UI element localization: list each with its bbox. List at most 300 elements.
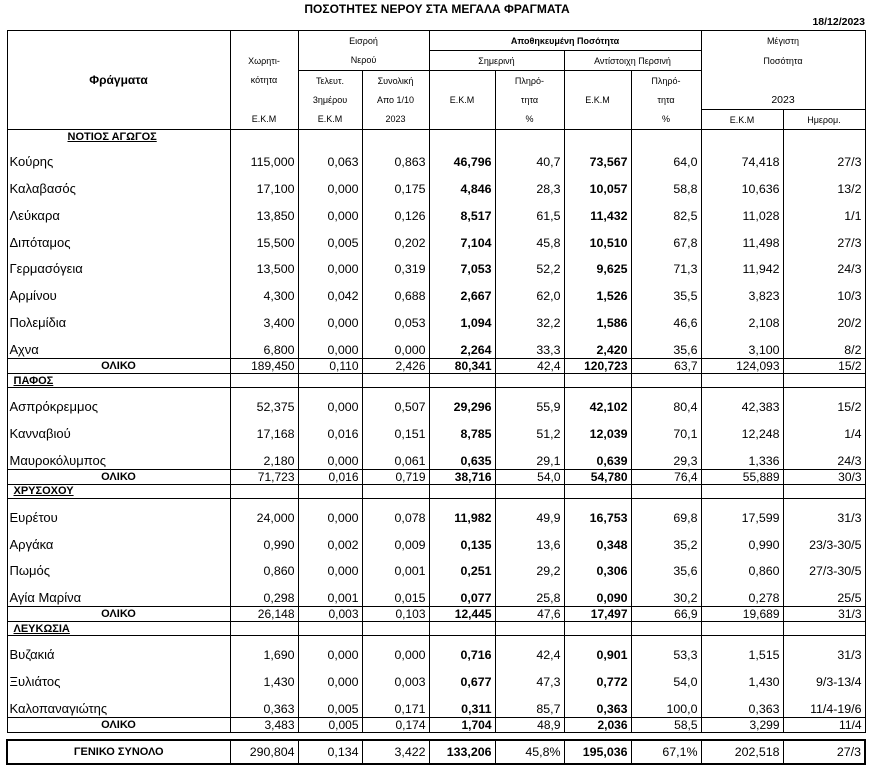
dam-today-pct: 33,3 xyxy=(495,331,564,358)
section-empty-cell xyxy=(564,484,631,498)
dam-today: 46,796 xyxy=(429,143,495,170)
dam-today-pct: 49,9 xyxy=(495,498,564,525)
dam-last-year-pct: 70,1 xyxy=(631,415,701,442)
header-unit-today: Ε.Κ.Μ xyxy=(429,90,495,110)
grand-last-year: 195,036 xyxy=(564,740,631,764)
header-max-2: Ποσότητα xyxy=(701,51,865,71)
dam-row xyxy=(7,170,865,197)
dam-capacity: 0,990 xyxy=(230,526,298,553)
section-empty-cell xyxy=(783,130,865,144)
dam-row xyxy=(7,526,865,553)
dam-inflow-total: 0,507 xyxy=(362,388,429,415)
dam-today-pct: 28,3 xyxy=(495,170,564,197)
header-blank xyxy=(7,31,230,51)
header-fill-today-1: Πληρό- xyxy=(495,71,564,91)
section-empty-cell xyxy=(631,374,701,388)
section-header xyxy=(7,130,865,144)
header-capacity-2: κότητα xyxy=(230,71,298,91)
dam-inflow-total: 0,171 xyxy=(362,690,429,717)
dam-max-date: 31/3 xyxy=(783,498,865,525)
header-today: Σημερινή xyxy=(429,51,564,71)
total-last-year-pct: 63,7 xyxy=(631,359,701,374)
dam-inflow-last: 0,000 xyxy=(298,498,362,525)
header-blank xyxy=(7,110,230,130)
dam-last-year: 0,639 xyxy=(564,442,631,469)
dam-today-pct: 47,3 xyxy=(495,663,564,690)
header-blank xyxy=(783,71,865,91)
grand-max-date: 27/3 xyxy=(783,740,865,764)
dam-last-year-pct: 53,3 xyxy=(631,636,701,663)
dam-row xyxy=(7,442,865,469)
dam-capacity: 13,500 xyxy=(230,251,298,278)
section-empty-cell xyxy=(631,484,701,498)
dam-today: 8,785 xyxy=(429,415,495,442)
dam-today: 0,077 xyxy=(429,579,495,606)
dam-last-year: 12,039 xyxy=(564,415,631,442)
dam-capacity: 15,500 xyxy=(230,224,298,251)
dam-max-date: 15/2 xyxy=(783,388,865,415)
dam-row xyxy=(7,197,865,224)
dam-today: 4,846 xyxy=(429,170,495,197)
dam-last-year-pct: 35,6 xyxy=(631,331,701,358)
dam-row xyxy=(7,224,865,251)
section-name: ΧΡΥΣΟΧΟΥ xyxy=(7,484,230,498)
dam-today-pct: 32,2 xyxy=(495,304,564,331)
total-inflow-total: 0,719 xyxy=(362,469,429,484)
dam-today-pct: 29,1 xyxy=(495,442,564,469)
dam-name: Κούρης xyxy=(7,143,230,170)
grand-inflow-total: 3,422 xyxy=(362,740,429,764)
dam-capacity: 17,168 xyxy=(230,415,298,442)
total-last-year: 54,780 xyxy=(564,469,631,484)
dam-table-body xyxy=(7,31,865,765)
dam-max-date: 10/3 xyxy=(783,277,865,304)
dam-last-year: 0,090 xyxy=(564,579,631,606)
dam-today: 7,053 xyxy=(429,251,495,278)
total-today-pct: 42,4 xyxy=(495,359,564,374)
dam-row xyxy=(7,304,865,331)
header-max-1: Μέγιστη xyxy=(701,31,865,51)
dam-name: Καλοπαναγιώτης xyxy=(7,690,230,717)
header-blank xyxy=(429,71,495,91)
dam-capacity: 4,300 xyxy=(230,277,298,304)
section-empty-cell xyxy=(298,622,362,636)
header-blank xyxy=(7,51,230,71)
dam-inflow-last: 0,016 xyxy=(298,415,362,442)
total-last-year-pct: 76,4 xyxy=(631,469,701,484)
dam-inflow-total: 0,175 xyxy=(362,170,429,197)
dam-today-pct: 29,2 xyxy=(495,553,564,580)
header-capacity-blank xyxy=(230,31,298,51)
total-capacity: 71,723 xyxy=(230,469,298,484)
dam-last-year: 16,753 xyxy=(564,498,631,525)
header-blank xyxy=(7,90,230,110)
section-empty-cell xyxy=(362,484,429,498)
dam-today: 2,667 xyxy=(429,277,495,304)
total-max: 19,689 xyxy=(701,607,783,622)
section-empty-cell xyxy=(298,374,362,388)
grand-capacity: 290,804 xyxy=(230,740,298,764)
total-today-pct: 47,6 xyxy=(495,607,564,622)
dam-max-date: 25/5 xyxy=(783,579,865,606)
dam-inflow-total: 0,319 xyxy=(362,251,429,278)
dam-today-pct: 45,8 xyxy=(495,224,564,251)
header-blank xyxy=(230,90,298,110)
dam-max-date: 9/3-13/4 xyxy=(783,663,865,690)
dam-row xyxy=(7,553,865,580)
dam-row xyxy=(7,498,865,525)
dam-today-pct: 85,7 xyxy=(495,690,564,717)
dam-last-year-pct: 100,0 xyxy=(631,690,701,717)
dam-max: 1,515 xyxy=(701,636,783,663)
total-max-date: 15/2 xyxy=(783,359,865,374)
dam-max: 1,430 xyxy=(701,663,783,690)
total-today: 1,704 xyxy=(429,718,495,733)
total-today: 38,716 xyxy=(429,469,495,484)
dam-max: 0,278 xyxy=(701,579,783,606)
dam-today-pct: 13,6 xyxy=(495,526,564,553)
header-date-label: Ημερομ. xyxy=(783,110,865,130)
dam-today: 0,716 xyxy=(429,636,495,663)
dam-inflow-total: 0,003 xyxy=(362,663,429,690)
dam-name: Αχνα xyxy=(7,331,230,358)
header-max-year: 2023 xyxy=(701,90,865,110)
total-inflow-total: 0,174 xyxy=(362,718,429,733)
section-empty-cell xyxy=(230,484,298,498)
dam-inflow-last: 0,000 xyxy=(298,663,362,690)
section-total-label: ΟΛΙΚΟ xyxy=(7,469,230,484)
dam-last-year: 10,510 xyxy=(564,224,631,251)
dam-capacity: 0,363 xyxy=(230,690,298,717)
dam-name: Γερμασόγεια xyxy=(7,251,230,278)
total-max: 3,299 xyxy=(701,718,783,733)
dam-today: 0,677 xyxy=(429,663,495,690)
header-inflow-2: Νερού xyxy=(298,51,429,71)
header-last-day-2: 3ημέρου xyxy=(298,90,362,110)
section-empty-cell xyxy=(701,484,783,498)
dam-last-year-pct: 80,4 xyxy=(631,388,701,415)
dam-last-year: 11,432 xyxy=(564,197,631,224)
dam-capacity: 1,690 xyxy=(230,636,298,663)
dam-max: 0,990 xyxy=(701,526,783,553)
dam-table xyxy=(6,30,866,765)
report-date: 18/12/2023 xyxy=(812,16,865,28)
dam-last-year-pct: 67,8 xyxy=(631,224,701,251)
section-empty-cell xyxy=(783,484,865,498)
dam-today-pct: 51,2 xyxy=(495,415,564,442)
total-max-date: 30/3 xyxy=(783,469,865,484)
dam-inflow-total: 0,009 xyxy=(362,526,429,553)
dam-inflow-total: 0,126 xyxy=(362,197,429,224)
dam-inflow-last: 0,042 xyxy=(298,277,362,304)
dam-name: Πωμός xyxy=(7,553,230,580)
dam-inflow-last: 0,005 xyxy=(298,224,362,251)
total-capacity: 3,483 xyxy=(230,718,298,733)
dam-capacity: 2,180 xyxy=(230,442,298,469)
dam-last-year: 9,625 xyxy=(564,251,631,278)
dam-row xyxy=(7,277,865,304)
header-total-since-2: Απο 1/10 xyxy=(362,90,429,110)
dam-inflow-last: 0,001 xyxy=(298,579,362,606)
report-title: ΠΟΣΟΤΗΤΕΣ ΝΕΡΟΥ ΣΤΑ ΜΕΓΑΛΑ ΦΡΑΓΜΑΤΑ xyxy=(304,2,570,16)
dam-inflow-total: 0,015 xyxy=(362,579,429,606)
section-empty-cell xyxy=(495,622,564,636)
dam-max: 74,418 xyxy=(701,143,783,170)
dam-today-pct: 52,2 xyxy=(495,251,564,278)
header-total-since-1: Συνολική xyxy=(362,71,429,91)
section-empty-cell xyxy=(783,622,865,636)
header-unit-capacity: Ε.Κ.Μ xyxy=(230,110,298,130)
section-header xyxy=(7,374,865,388)
dam-today: 0,635 xyxy=(429,442,495,469)
section-total-label: ΟΛΙΚΟ xyxy=(7,359,230,374)
dam-max-date: 23/3-30/5 xyxy=(783,526,865,553)
section-total-label: ΟΛΙΚΟ xyxy=(7,607,230,622)
dam-name: Διπόταμος xyxy=(7,224,230,251)
dam-max: 0,860 xyxy=(701,553,783,580)
header-capacity-1: Χωρητι- xyxy=(230,51,298,71)
dam-max-date: 20/2 xyxy=(783,304,865,331)
section-header xyxy=(7,484,865,498)
dam-name: Ασπρόκρεμμος xyxy=(7,388,230,415)
section-empty-cell xyxy=(631,622,701,636)
total-today-pct: 48,9 xyxy=(495,718,564,733)
dam-inflow-last: 0,000 xyxy=(298,170,362,197)
dam-inflow-total: 0,202 xyxy=(362,224,429,251)
header-blank xyxy=(429,110,495,130)
dam-max-date: 24/3 xyxy=(783,251,865,278)
total-max-date: 31/3 xyxy=(783,607,865,622)
dam-capacity: 13,850 xyxy=(230,197,298,224)
dam-inflow-last: 0,005 xyxy=(298,690,362,717)
header-unit-ly: Ε.Κ.Μ xyxy=(564,90,631,110)
total-today-pct: 54,0 xyxy=(495,469,564,484)
dam-last-year-pct: 71,3 xyxy=(631,251,701,278)
dam-last-year-pct: 69,8 xyxy=(631,498,701,525)
dam-max: 0,363 xyxy=(701,690,783,717)
grand-last-year-pct: 67,1% xyxy=(631,740,701,764)
dam-inflow-total: 0,001 xyxy=(362,553,429,580)
section-total-row xyxy=(7,607,865,622)
dam-inflow-last: 0,000 xyxy=(298,331,362,358)
dam-inflow-last: 0,063 xyxy=(298,143,362,170)
dam-max-date: 31/3 xyxy=(783,636,865,663)
dam-inflow-last: 0,000 xyxy=(298,442,362,469)
dam-today-pct: 25,8 xyxy=(495,579,564,606)
section-empty-cell xyxy=(230,374,298,388)
dam-max: 11,498 xyxy=(701,224,783,251)
dam-max: 10,636 xyxy=(701,170,783,197)
header-fill-ly-pct: % xyxy=(631,110,701,130)
total-inflow-last: 0,110 xyxy=(298,359,362,374)
header-fill-ly-2: τητα xyxy=(631,90,701,110)
dam-capacity: 6,800 xyxy=(230,331,298,358)
dam-max-date: 27/3 xyxy=(783,143,865,170)
header-stored: Αποθηκευμένη Ποσότητα xyxy=(429,31,701,51)
total-inflow-last: 0,003 xyxy=(298,607,362,622)
section-empty-cell xyxy=(564,622,631,636)
dam-max: 17,599 xyxy=(701,498,783,525)
dam-name: Ξυλιάτος xyxy=(7,663,230,690)
total-inflow-last: 0,005 xyxy=(298,718,362,733)
dam-max-date: 27/3 xyxy=(783,224,865,251)
dam-last-year-pct: 46,6 xyxy=(631,304,701,331)
dam-name: Αρμίνου xyxy=(7,277,230,304)
header-unit-max: Ε.Κ.Μ xyxy=(701,110,783,130)
dam-last-year: 10,057 xyxy=(564,170,631,197)
dam-inflow-last: 0,000 xyxy=(298,553,362,580)
section-empty-cell xyxy=(631,130,701,144)
dam-row xyxy=(7,690,865,717)
dam-capacity: 3,400 xyxy=(230,304,298,331)
section-empty-cell xyxy=(429,374,495,388)
dam-row xyxy=(7,663,865,690)
section-total-row xyxy=(7,718,865,733)
dam-last-year-pct: 30,2 xyxy=(631,579,701,606)
section-name: ΛΕΥΚΩΣΙΑ xyxy=(7,622,230,636)
total-capacity: 189,450 xyxy=(230,359,298,374)
dam-inflow-last: 0,000 xyxy=(298,304,362,331)
dam-inflow-total: 0,863 xyxy=(362,143,429,170)
dam-inflow-total: 0,151 xyxy=(362,415,429,442)
total-capacity: 26,148 xyxy=(230,607,298,622)
section-empty-cell xyxy=(429,484,495,498)
dam-max: 1,336 xyxy=(701,442,783,469)
section-empty-cell xyxy=(298,484,362,498)
dam-row xyxy=(7,388,865,415)
header-dams: Φράγματα xyxy=(7,71,230,91)
dam-last-year: 42,102 xyxy=(564,388,631,415)
dam-capacity: 1,430 xyxy=(230,663,298,690)
dam-row xyxy=(7,331,865,358)
dam-max-date: 13/2 xyxy=(783,170,865,197)
dam-last-year: 0,772 xyxy=(564,663,631,690)
dam-last-year: 0,306 xyxy=(564,553,631,580)
section-name: ΠΑΦΟΣ xyxy=(7,374,230,388)
dam-last-year-pct: 54,0 xyxy=(631,663,701,690)
dam-max-date: 24/3 xyxy=(783,442,865,469)
section-empty-cell xyxy=(495,130,564,144)
dam-name: Βυζακιά xyxy=(7,636,230,663)
dam-max-date: 27/3-30/5 xyxy=(783,553,865,580)
header-fill-today-pct: % xyxy=(495,110,564,130)
total-today: 12,445 xyxy=(429,607,495,622)
dam-row xyxy=(7,636,865,663)
dam-name: Αγία Μαρίνα xyxy=(7,579,230,606)
grand-total-row xyxy=(7,740,865,764)
total-max: 124,093 xyxy=(701,359,783,374)
header-total-since-3: 2023 xyxy=(362,110,429,130)
dam-max: 11,028 xyxy=(701,197,783,224)
dam-max: 3,823 xyxy=(701,277,783,304)
dam-today: 0,251 xyxy=(429,553,495,580)
dam-max-date: 1/4 xyxy=(783,415,865,442)
dam-inflow-total: 0,000 xyxy=(362,636,429,663)
section-empty-cell xyxy=(362,622,429,636)
dam-max: 42,383 xyxy=(701,388,783,415)
dam-last-year-pct: 29,3 xyxy=(631,442,701,469)
dam-inflow-last: 0,000 xyxy=(298,197,362,224)
dam-inflow-total: 0,061 xyxy=(362,442,429,469)
spacer xyxy=(7,733,865,741)
section-empty-cell xyxy=(701,622,783,636)
dam-last-year: 1,586 xyxy=(564,304,631,331)
section-empty-cell xyxy=(701,130,783,144)
dam-inflow-total: 0,053 xyxy=(362,304,429,331)
header-inflow-1: Εισροή xyxy=(298,31,429,51)
grand-total-label: ΓΕΝΙΚΟ ΣΥΝΟΛΟ xyxy=(7,740,230,764)
section-empty-cell xyxy=(230,130,298,144)
dam-name: Αργάκα xyxy=(7,526,230,553)
dam-last-year: 73,567 xyxy=(564,143,631,170)
dam-today: 7,104 xyxy=(429,224,495,251)
dam-today: 8,517 xyxy=(429,197,495,224)
dam-inflow-total: 0,688 xyxy=(362,277,429,304)
section-empty-cell xyxy=(495,484,564,498)
total-inflow-last: 0,016 xyxy=(298,469,362,484)
dam-capacity: 115,000 xyxy=(230,143,298,170)
section-empty-cell xyxy=(783,374,865,388)
dam-name: Κανναβιού xyxy=(7,415,230,442)
header-blank xyxy=(701,71,783,91)
dam-today-pct: 40,7 xyxy=(495,143,564,170)
dam-row xyxy=(7,415,865,442)
dam-name: Πολεμίδια xyxy=(7,304,230,331)
dam-last-year-pct: 35,6 xyxy=(631,553,701,580)
total-inflow-total: 0,103 xyxy=(362,607,429,622)
dam-last-year-pct: 82,5 xyxy=(631,197,701,224)
section-empty-cell xyxy=(701,374,783,388)
section-empty-cell xyxy=(429,130,495,144)
section-empty-cell xyxy=(230,622,298,636)
section-name: ΝΟΤΙΟΣ ΑΓΩΓΟΣ xyxy=(7,130,230,144)
total-max-date: 11/4 xyxy=(783,718,865,733)
total-last-year-pct: 58,5 xyxy=(631,718,701,733)
total-last-year-pct: 66,9 xyxy=(631,607,701,622)
grand-today-pct: 45,8% xyxy=(495,740,564,764)
dam-inflow-last: 0,002 xyxy=(298,526,362,553)
section-empty-cell xyxy=(298,130,362,144)
section-total-row xyxy=(7,469,865,484)
total-max: 55,889 xyxy=(701,469,783,484)
section-empty-cell xyxy=(564,130,631,144)
dam-last-year-pct: 35,2 xyxy=(631,526,701,553)
dam-today: 1,094 xyxy=(429,304,495,331)
dam-row xyxy=(7,579,865,606)
dam-max: 3,100 xyxy=(701,331,783,358)
section-total-label: ΟΛΙΚΟ xyxy=(7,718,230,733)
dam-inflow-last: 0,000 xyxy=(298,388,362,415)
grand-max: 202,518 xyxy=(701,740,783,764)
dam-inflow-last: 0,000 xyxy=(298,251,362,278)
dam-row xyxy=(7,143,865,170)
dam-max: 2,108 xyxy=(701,304,783,331)
dam-today: 11,982 xyxy=(429,498,495,525)
dam-name: Λεύκαρα xyxy=(7,197,230,224)
grand-inflow-last: 0,134 xyxy=(298,740,362,764)
section-empty-cell xyxy=(362,374,429,388)
total-inflow-total: 2,426 xyxy=(362,359,429,374)
dam-max: 12,248 xyxy=(701,415,783,442)
section-empty-cell xyxy=(495,374,564,388)
dam-max-date: 1/1 xyxy=(783,197,865,224)
spacer-row xyxy=(7,733,865,741)
total-last-year: 2,036 xyxy=(564,718,631,733)
dam-today-pct: 61,5 xyxy=(495,197,564,224)
section-empty-cell xyxy=(429,622,495,636)
header-last-day-1: Τελευτ. xyxy=(298,71,362,91)
dam-row xyxy=(7,251,865,278)
